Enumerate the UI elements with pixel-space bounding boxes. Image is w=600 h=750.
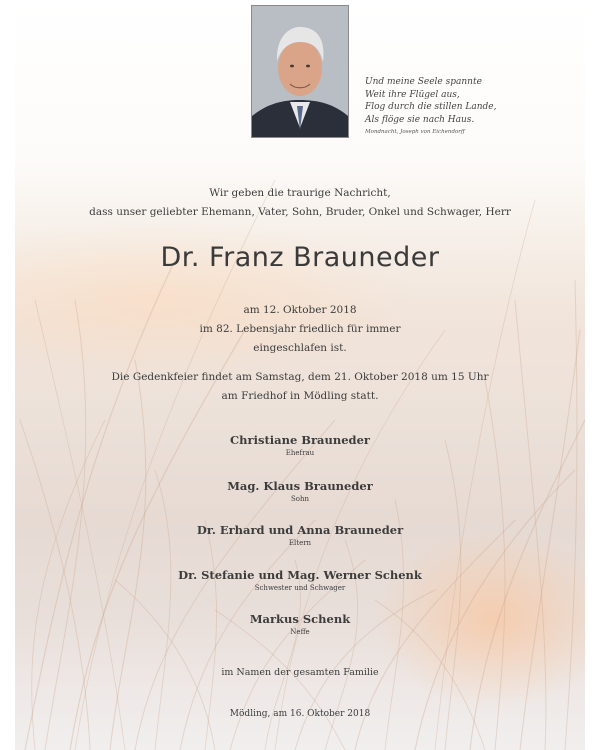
intro-line: dass unser geliebter Ehemann, Vater, Sohn, Bruder, Onkel und Schwager, Herr xyxy=(89,206,511,218)
death-line: am 12. Oktober 2018 xyxy=(243,304,357,316)
poem-line: Flog durch die stillen Lande, xyxy=(365,102,497,112)
death-line: eingeschlafen ist. xyxy=(253,342,347,354)
portrait-photo xyxy=(251,5,349,138)
mourner-entry xyxy=(15,612,585,637)
mourner-entry xyxy=(15,479,585,504)
obituary-card xyxy=(15,0,585,750)
mourner-entry xyxy=(15,433,585,458)
mourner-relation: Neffe xyxy=(290,628,310,636)
mourner-name: Mag. Klaus Brauneder xyxy=(227,479,373,493)
mourner-name: Dr. Erhard und Anna Brauneder xyxy=(196,523,404,537)
deceased-name: Dr. Franz Brauneder xyxy=(160,242,440,273)
mourner-entry xyxy=(15,568,585,593)
mourner-name: Dr. Stefanie und Mag. Werner Schenk xyxy=(178,568,422,582)
family-line: im Namen der gesamten Familie xyxy=(221,667,379,678)
poem-block xyxy=(365,76,565,137)
poem-line: Als flöge sie nach Haus. xyxy=(365,114,475,125)
poem-source: Mondnacht, Joseph von Eichendorff xyxy=(365,129,465,135)
service-line: am Friedhof in Mödling statt. xyxy=(221,390,379,402)
mourner-relation: Eltern xyxy=(288,539,312,547)
intro-line: Wir geben die traurige Nachricht, xyxy=(209,187,391,199)
mourner-name: Christiane Brauneder xyxy=(230,433,370,447)
mourner-relation: Ehefrau xyxy=(285,449,315,457)
intro-text xyxy=(15,184,585,222)
mourner-relation: Sohn xyxy=(290,495,310,503)
death-line: im 82. Lebensjahr friedlich für immer xyxy=(199,323,401,335)
service-line: Die Gedenkfeier findet am Samstag, dem 21. Oktober 2018 um 15 Uhr xyxy=(111,371,489,383)
poem-line: Weit ihre Flügel aus, xyxy=(365,89,460,100)
poem-line: Und meine Seele spannte xyxy=(365,77,482,87)
memorial-service-notice xyxy=(15,368,585,406)
mourner-entry xyxy=(15,523,585,548)
place-and-date: Mödling, am 16. Oktober 2018 xyxy=(229,709,371,719)
mourner-relation: Schwester und Schwager xyxy=(254,584,346,592)
mourner-name: Markus Schenk xyxy=(249,612,351,626)
death-notice xyxy=(15,301,585,358)
